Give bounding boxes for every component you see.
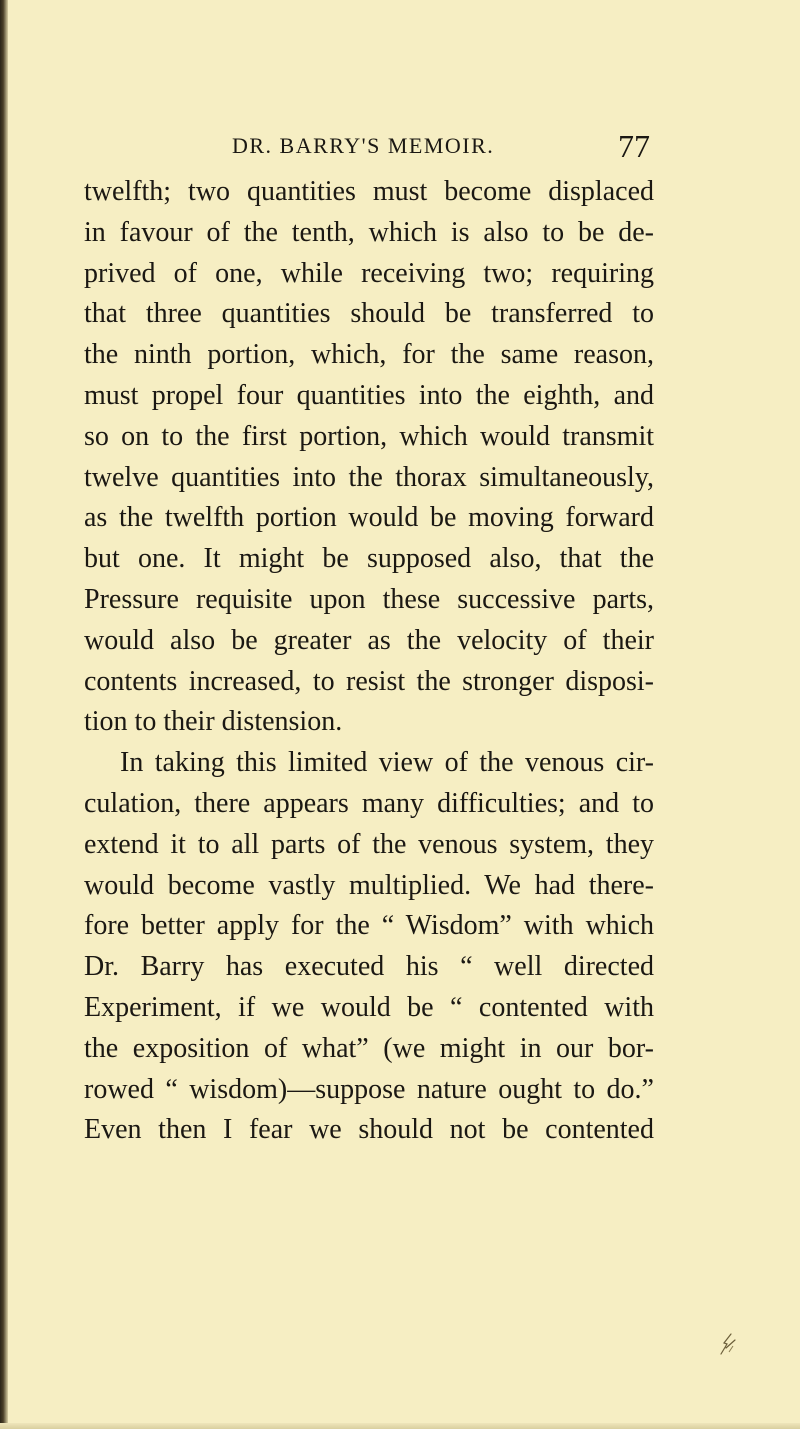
text-line: extend it to all parts of the venous system, they — [84, 828, 654, 860]
page-bottom-edge — [0, 1423, 800, 1429]
text-line: but one. It might be supposed also, that the — [84, 543, 654, 575]
text-line: would also be greater as the velocity of their — [84, 624, 654, 656]
text-line: Dr. Barry has executed his “ well directed — [84, 951, 654, 983]
text-line: prived of one, while receiving two; requiring — [84, 257, 654, 289]
text-line: rowed “ wisdom)—suppose nature ought to do.” — [84, 1073, 654, 1105]
ink-mark-icon — [717, 1330, 739, 1358]
text-line: fore better apply for the “ Wisdom” with which — [84, 910, 654, 942]
text-line: Pressure requisite upon these successive parts, — [84, 583, 654, 615]
text-line: Even then I fear we should not be contented — [84, 1114, 654, 1146]
text-line: in favour of the tenth, which is also to be de- — [84, 216, 654, 248]
text-line: the ninth portion, which, for the same reason, — [84, 339, 654, 371]
text-line: that three quantities should be transferred to — [84, 298, 654, 330]
text-line: so on to the first portion, which would transmit — [84, 420, 654, 452]
text-line: culation, there appears many difficulties; and to — [84, 787, 654, 819]
running-head: DR. BARRY'S MEMOIR. — [232, 133, 495, 158]
text-line: must propel four quantities into the eighth, and — [84, 379, 654, 411]
page-number: 77 — [618, 128, 650, 164]
paragraph-end-line: tion to their distension. — [84, 706, 343, 738]
text-line: twelve quantities into the thorax simultaneously, — [84, 461, 654, 493]
text-line: would become vastly multiplied. We had there- — [84, 869, 654, 901]
page-binding-edge — [0, 0, 8, 1429]
body-text — [84, 172, 654, 1151]
paragraph-start-line: In taking this limited view of the venous cir- — [120, 747, 654, 779]
text-line: Experiment, if we would be “ contented with — [84, 991, 654, 1023]
text-line: twelfth; two quantities must become displaced — [84, 176, 654, 207]
text-line: contents increased, to resist the stronger disposi- — [84, 665, 654, 697]
text-line: as the twelfth portion would be moving forward — [84, 502, 654, 534]
text-line: the exposition of what” (we might in our bor- — [84, 1032, 654, 1064]
